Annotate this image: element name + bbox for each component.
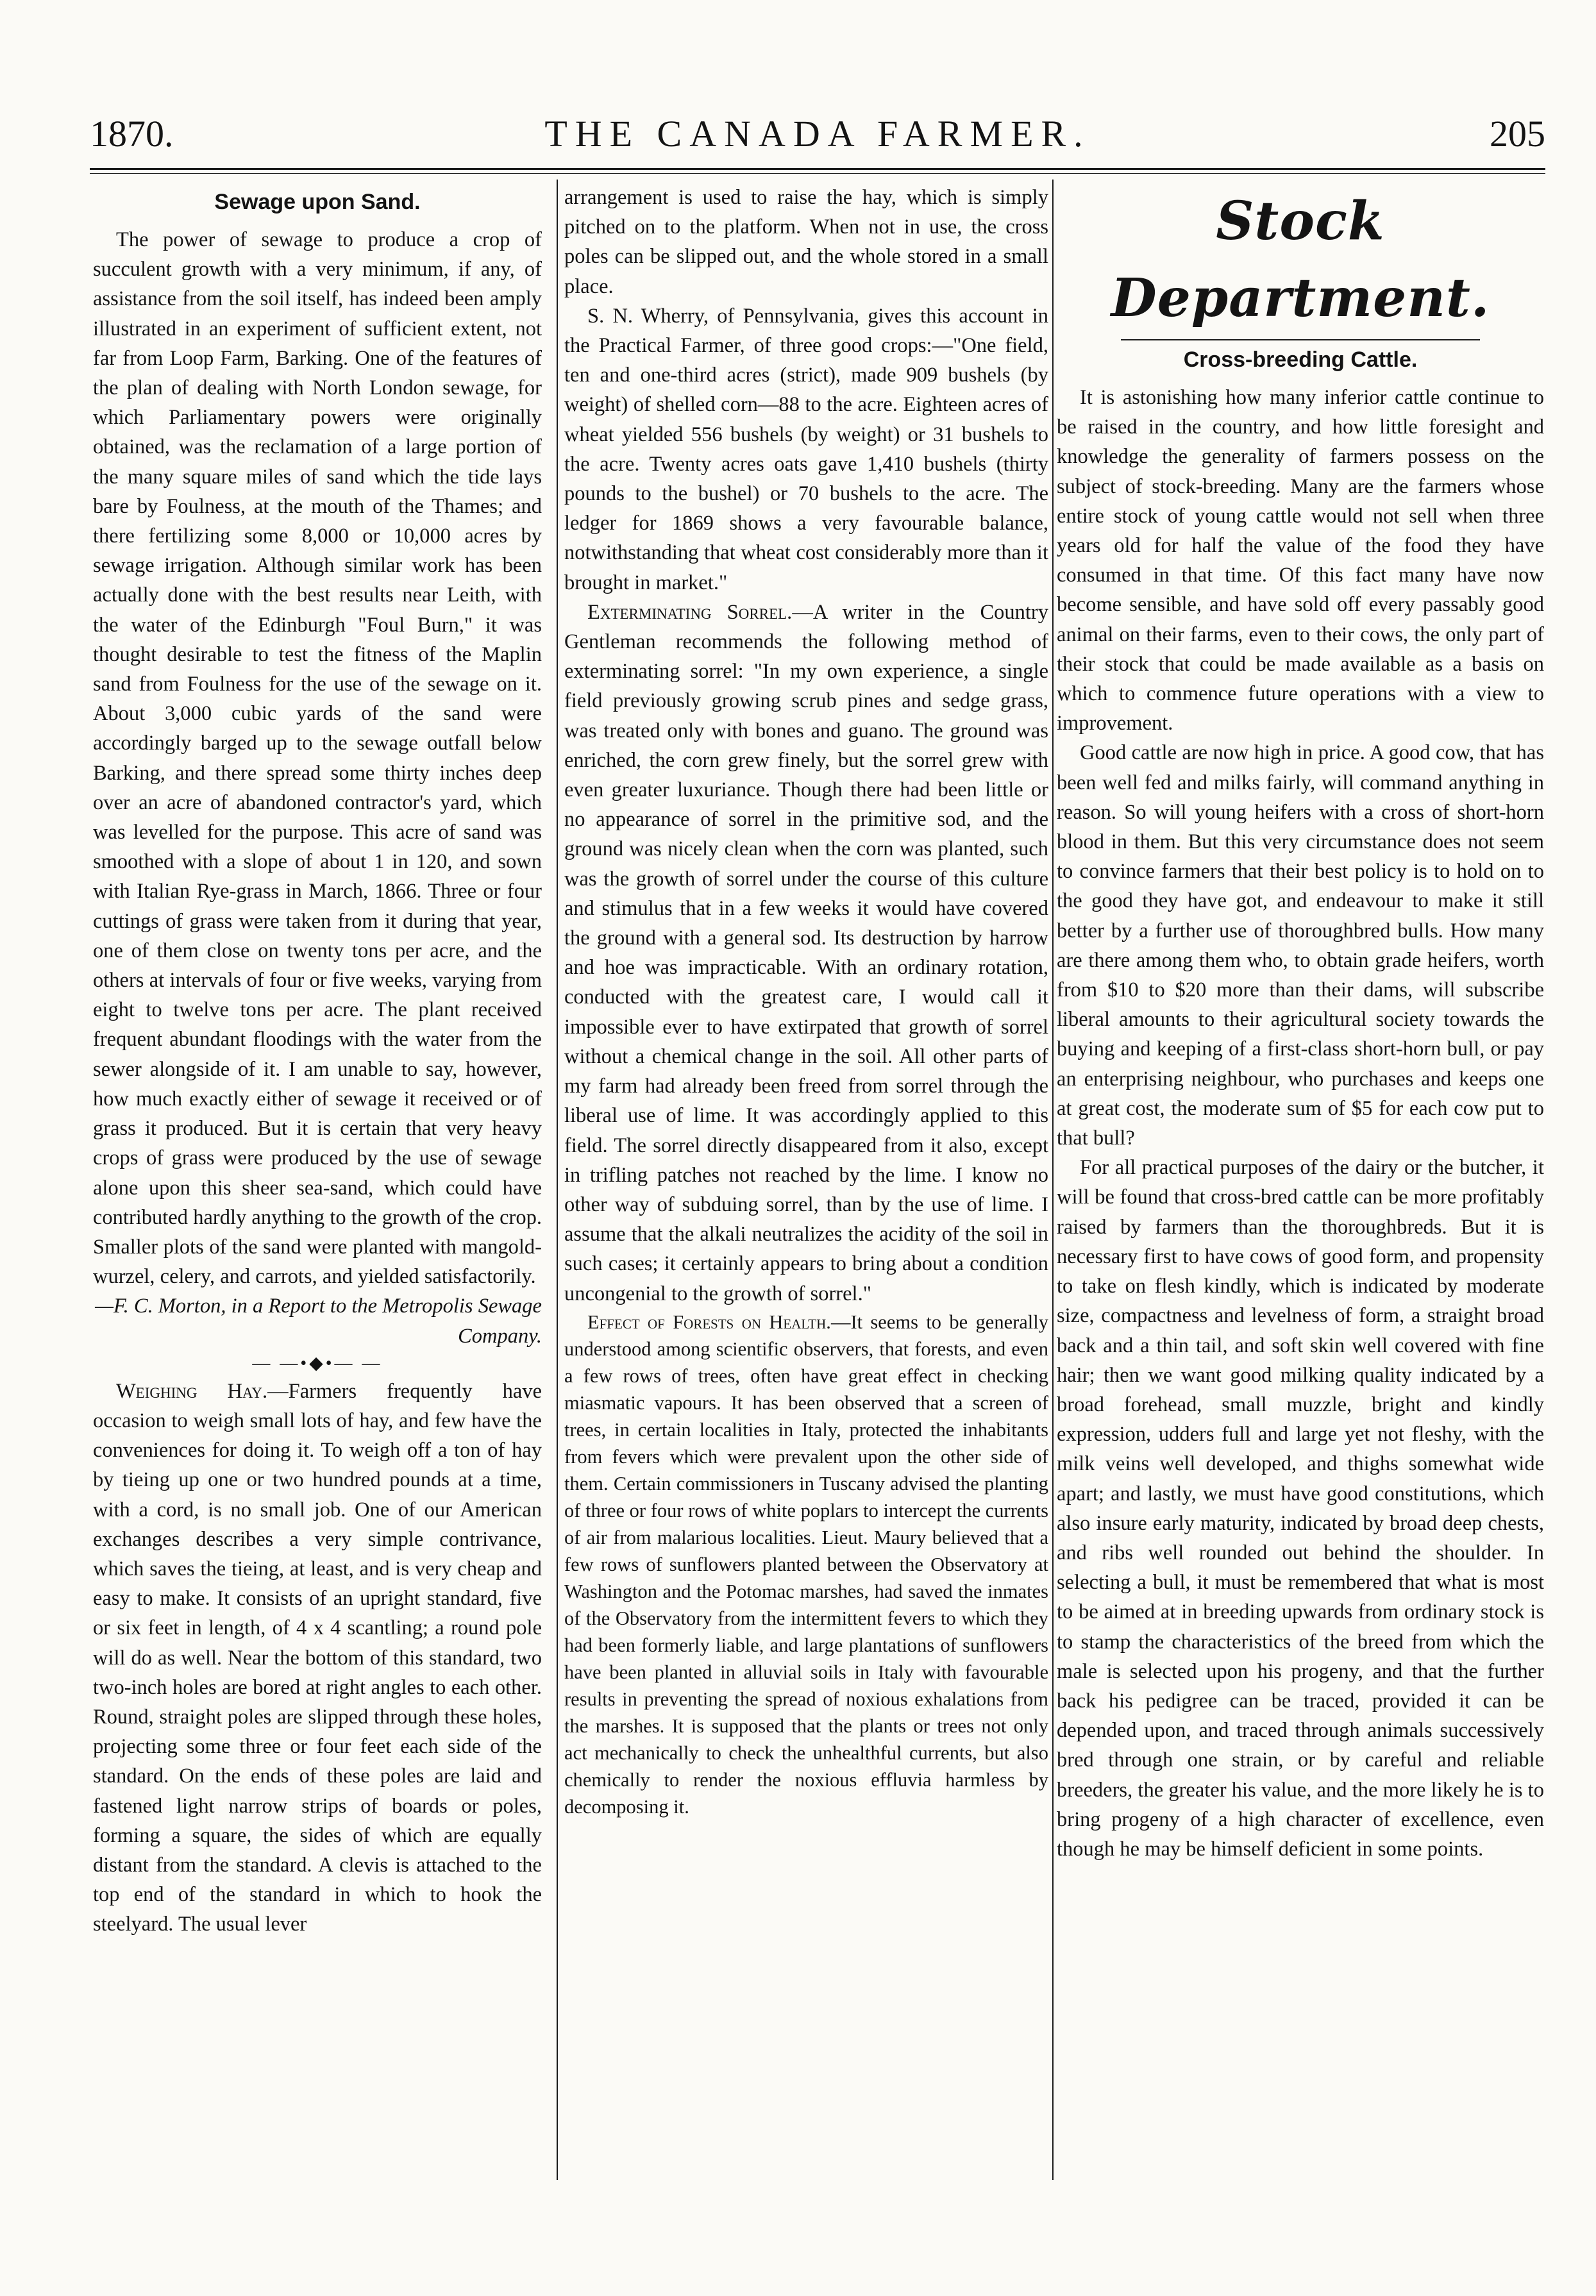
weighing-hay-continued: arrangement is used to raise the hay, which is simply pitched on to the platform. When not in use, the cross poles can be slipped out, and the whole stored in a small place.	[564, 186, 1048, 298]
section-separator: — —•◆•— —	[252, 1353, 383, 1373]
weighing-hay-body: —Farmers frequently have occasion to weigh small lots of hay, and few have the conveniences for doing it. To weigh off a ton of hay by tieing up one or two hundred pounds at a time, with a cord, is no small job. One of our American exchanges describes a very simple contrivance, which saves the tieing, at least, and is very cheap and easy to make. It consists of an upright standard, five or six feet in length, of 4 x 4 scantling; a round pole will do as well. Near the bottom of this standard, two two-inch holes are bored at right angles to each other. Round, straight poles are slipped through these holes, projecting some three or four feet each side of the standard. On the ends of these poles are laid and fastened light narrow strips of boards or poles, forming a square, the sides of which are equally distant from the standard. A clevis is attached to the top end of the standard in which to hook the steelyard. The usual lever	[93, 1379, 542, 1936]
article-weighing-hay	[93, 1377, 542, 1940]
sorrel-body: —A writer in the Country Gentleman recommends the following method of exterminating sorrel: "In my own experience, a single field previously growing scrub pines and sedge grass, was treated only with bones and guano. The ground was enriched, the corn grew finely, but the sorrel grew with even greater luxuriance. Though there had been little or no appearance of sorrel in the primitive sod, and the ground was nicely clean when the corn was planted, such was the growth of sorrel under the course of this culture and stimulus that in a few weeks it would have covered the ground with a general sod. Its destruction by harrow and hoe was impracticable. With an ordinary rotation, conducted with the greatest care, I would call it impossible ever to have extirpated that growth of sorrel without a chemical change in the soil. All other parts of my farm had already been freed from sorrel through the liberal use of lime. It was accordingly applied to this field. The sorrel directly disappeared from it also, except in trifling patches not reached by the lime. I know no other way of subduing sorrel, than by the use of lime. I assume that the alkali neutralizes the acidity of the soil in such cases; it certainly appears to bring about a condition uncongenial to the growth of sorrel."	[564, 600, 1049, 1305]
weighing-hay-lead: Weighing Hay.	[116, 1379, 268, 1403]
sorrel-lead: Exterminating Sorrel.	[587, 600, 793, 624]
article-sorrel	[564, 598, 1048, 1309]
article-title-cross-breeding: Cross-breeding Cattle.	[1183, 348, 1418, 372]
column-1	[93, 183, 542, 1940]
article-sewage-body: The power of sewage to produce a crop of succulent growth with a very minimum, if any, of assistance from the soil itself, has indeed been amply illustrated in an experiment of sufficient extent, not far from Loop Farm, Barking. One of the features of the plan of dealing with North London sewage, for which Parliamentary powers were originally obtained, was the reclamation of a large portion of the many square miles of sand which the tide lays bare by Foulness, at the mouth of the Thames; and there fertilizing some 8,000 or 10,000 acres by sewage irrigation. Although similar work has been actually done with the best results near Leith, with the water of the Edinburgh "Foul Burn," it was thought desirable to test the fitness of the Maplin sand from Foulness for the use of the sewage on it. About 3,000 cubic yards of the sand were accordingly barged up to the sewage outfall below Barking, and there spread some thirty inches deep over an acre of abandoned contractor's yard, which was levelled for the purpose. This acre of sand was smoothed with a slope of about 1 in 120, and sown with Italian Rye-grass in March, 1866. Three or four cuttings of grass were taken from it during that year, one of them close on twenty tons per acre, and the others at intervals of four or five weeks, varying from eight to twelve tons per acre. The plant received frequent abundant floodings with the water from the sewer alongside of it. I am unable to say, however, how much exactly either of sewage it received or of grass it produced. But it is certain that very heavy crops of grass were produced by the use of sewage alone upon this sheer sea-sand, which could have contributed hardly anything to the growth of the crop. Smaller plots of the sand were planted with mangold-wurzel, celery, and carrots, and yielded satisfactorily.	[93, 228, 542, 1289]
article-title-sewage: Sewage upon Sand.	[214, 190, 421, 214]
masthead-title: THE CANADA FARMER.	[544, 113, 1091, 155]
forests-body: —It seems to be generally understood among scientific observers, that forests, and even a few rows of trees, often have great effect in checking miasmatic vapours. It has been observed that a screen of trees, in certain localities in Italy, protected the inhabitants from fevers which were prevalent upon the other side of them. Certain commissioners in Tuscany advised the planting of three or four rows of white poplars to intercept the currents of air from malarious localities. Lieut. Maury believed that a few rows of sunflowers planted between the Observatory at Washington and the Potomac marshes, had saved the inmates of the Observatory from the intermittent fevers to which they had been formerly liable, and large plantations of sunflowers have been planted in alluvial soils in Italy with favourable results in preventing the spread of noxious exhalations from the marshes. It is supposed that the plants or trees not only act mechanically to check the unhealthful currents, but also chemically to render the noxious effluvia harmless by decomposing it.	[564, 1311, 1048, 1818]
header-rule	[90, 168, 1545, 170]
department-rule	[1121, 339, 1480, 340]
article-sewage-citation: —F. C. Morton, in a Report to the Metropolis Sewage Company.	[95, 1295, 542, 1348]
column-divider-2	[1052, 180, 1054, 2180]
article-three-crops: S. N. Wherry, of Pennsylvania, gives this account in the Practical Farmer, of three good crops:—"One field, ten and one-third acres (strict), made 909 bushels (by weight) of shelled corn—88 to the acre. Eighteen acres of wheat yielded 556 bushels (by weight) or 31 bushels to the acre. Twenty acres oats gave 1,410 bushels (thirty pounds to the bushel) or 70 bushels to the acre. The ledger for 1869 shows a very favourable balance, notwithstanding that wheat cost considerably more than it brought in market."	[564, 304, 1048, 594]
article-forests	[564, 1309, 1048, 1820]
department-heading: Stock Department.	[1111, 190, 1490, 329]
page-header	[90, 112, 1545, 163]
cross-breeding-p1: It is astonishing how many inferior cattle continue to be raised in the country, and how little foresight and knowledge the generality of farmers possess on the subject of stock-breeding. Many are the farmers whose entire stock of young cattle would not sell when three years old for half the value of the food they have consumed in that time. Of this fact many have now become sensible, and have sold off every passably good animal on their farms, even to their cows, the only part of their stock that could be made available as a basis on which to commence future operations with a view to improvement.	[1057, 386, 1544, 735]
forests-lead: Effect of Forests on Health.	[587, 1311, 831, 1333]
header-year: 1870.	[90, 113, 174, 155]
header-rule-thin	[90, 173, 1545, 174]
cross-breeding-p3: For all practical purposes of the dairy or the butcher, it will be found that cross-bred cattle can be more profitably raised by farmers than the thoroughbreds. But it is necessary first to have cows of good form, and propensity to take on flesh kindly, which is indicated by moderate size, compactness and levelness of form, a straight broad back and a thin tail, and soft skin well covered with fine hair; then we want good milking quality indicated by a broad forehead, small muzzle, bright and kindly expression, udders full and large yet not fleshy, with the milk veins well developed, and thighs somewhat wide apart; and lastly, we must have good constitutions, which also insure early maturity, indicated by broad deep chests, and ribs well rounded out behind the shoulder. In selecting a bull, it must be remembered that what is most to be aimed at in breeding upwards from ordinary stock is to stamp the characteristics of the breed from which the male is selected upon his progeny, and that the further back his pedigree can be traced, provided it can be depended upon, and traced through animals successively bred through one strain, or by careful and reliable breeders, the greater his value, and the more likely he is to bring progeny of a high character of excellence, even though he may be himself deficient in some points.	[1057, 1156, 1544, 1861]
column-divider-1	[557, 180, 558, 2180]
column-2	[564, 183, 1048, 1820]
cross-breeding-p2: Good cattle are now high in price. A good cow, that has been well fed and milks fairly, will command anything in reason. So will young heifers with a cross of short-horn blood in them. But this very circumstance does not seem to convince farmers that their best policy is to hold on to the good they have got, and endeavour to make it still better by a further use of thoroughbred bulls. How many are there among them who, to obtain grade heifers, worth from $10 to $20 more than their dams, will subscribe liberal amounts to their agricultural society towards the buying and keeping of a first-class short-horn bull, or pay an enterprising neighbour, who purchases and keeps one at great cost, the moderate sum of $5 for each cow put to that bull?	[1057, 741, 1544, 1150]
column-3	[1057, 183, 1544, 1864]
page-number: 205	[1490, 113, 1545, 155]
